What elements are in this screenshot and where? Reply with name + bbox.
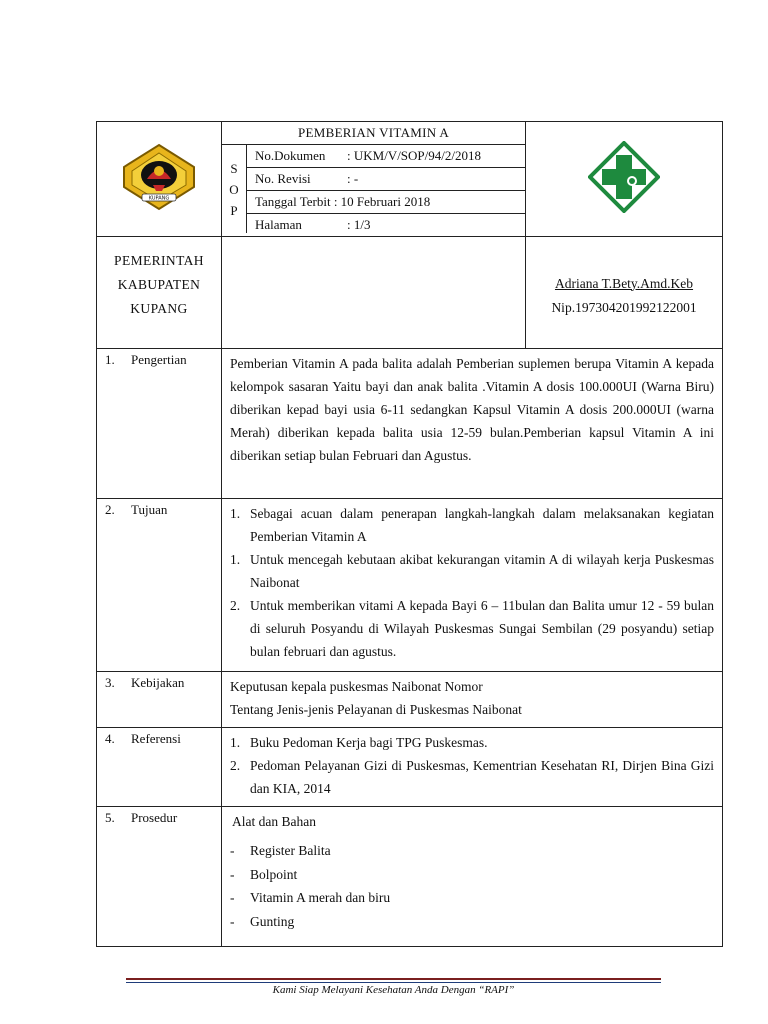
list-item: [230, 886, 714, 910]
footer-divider: [126, 982, 661, 983]
section-content: [222, 499, 723, 672]
section-title: Pengertian: [131, 352, 187, 367]
section-number: 2.: [105, 502, 115, 517]
institution-cell: [97, 237, 222, 349]
right-logo-cell: [526, 122, 723, 237]
list-dash: -: [230, 866, 235, 882]
list-item: [230, 731, 714, 754]
section-number: 3.: [105, 675, 115, 690]
list-text: Gunting: [250, 913, 295, 929]
section-content: [222, 807, 723, 947]
list-item: [230, 594, 714, 663]
footer-divider: [126, 978, 661, 980]
list-text: Untuk mencegah kebutaan akibat kekurangan vitamin A di wilayah kerja Puskesmas Naibonat: [250, 552, 714, 590]
section-title: Referensi: [131, 731, 181, 746]
meta-value: : 10 Februari 2018: [333, 194, 431, 209]
signatory-nip: Nip.197304201992122001: [551, 299, 697, 315]
sop-letter: S: [230, 160, 238, 176]
section-tujuan: [97, 499, 723, 672]
signatory-cell: [526, 237, 723, 349]
institution-line: PEMERINTAH: [114, 253, 204, 268]
meta-value: : -: [347, 171, 359, 186]
header-center-cell: [222, 122, 526, 237]
sop-document: [96, 121, 722, 947]
meta-label: No. Revisi: [255, 171, 311, 186]
list-dash: -: [230, 890, 235, 905]
meta-row-no-dokumen: [247, 145, 525, 168]
list-dash: -: [230, 843, 235, 858]
list-number: 1.: [230, 552, 241, 567]
list-text: Sebagai acuan dalam penerapan langkah-langkah dalam melaksanakan kegiatan Pemberian Vitamin A: [250, 506, 714, 544]
meta-label: No.Dokumen: [255, 148, 326, 163]
list-number: 1.: [230, 735, 241, 750]
section-label: [97, 807, 222, 947]
list-item: [230, 863, 714, 887]
sop-table: [96, 121, 723, 947]
document-title: PEMBERIAN VITAMIN A: [222, 122, 525, 145]
section-number: 5.: [105, 810, 115, 825]
institution-line: KUPANG: [130, 301, 188, 316]
kebijakan-line: Tentang Jenis-jenis Pelayanan di Puskesmas Naibonat: [230, 702, 522, 717]
institution-row: [97, 237, 723, 349]
section-content: [222, 728, 723, 807]
sop-letter: O: [229, 181, 239, 197]
list-text: Buku Pedoman Kerja bagi TPG Puskesmas.: [250, 735, 488, 750]
section-referensi: [97, 728, 723, 807]
list-number: 2.: [230, 598, 241, 613]
puskesmas-cross-logo-icon: [588, 141, 660, 213]
list-item: [230, 502, 714, 548]
section-pengertian: [97, 349, 723, 499]
pengertian-text: Pemberian Vitamin A pada balita adalah Pemberian suplemen berupa Vitamin A kepada kelompok sasaran Yaitu bayi dan anak balita .Vitamin A dosis 100.000UI (Warna Biru) diberikan kepad bayi usia 6-11 sedangkan Kapsul Vitamin A dosis 200.000UI (warna Merah) diberikan kepada balita usia 12-59 bulan.Pemberian kapsul Vitamin A ini diberikan setiap bulan Februari dan Agustus.: [230, 356, 714, 463]
list-text: Pedoman Pelayanan Gizi di Puskesmas, Kementrian Kesehatan RI, Dirjen Bina Gizi dan KIA, 2014: [250, 758, 714, 796]
section-number: 4.: [105, 731, 115, 746]
header-row: [97, 122, 723, 237]
section-content: [222, 672, 723, 728]
list-item: [230, 754, 714, 800]
emblem-banner-text: KUPANG: [148, 195, 170, 202]
list-item: [230, 548, 714, 594]
section-title: Tujuan: [131, 502, 168, 517]
section-title: Prosedur: [131, 810, 178, 825]
section-label: [97, 728, 222, 807]
meta-label: Tanggal Terbit: [255, 194, 331, 209]
document-meta: [222, 145, 525, 236]
institution-line: KABUPATEN: [117, 277, 201, 292]
left-logo-cell: [97, 122, 222, 237]
kebijakan-line: Keputusan kepala puskesmas Naibonat Nomor: [230, 679, 483, 694]
meta-label: Halaman: [255, 217, 302, 232]
sop-letter: P: [230, 202, 238, 218]
list-item: [230, 839, 714, 863]
section-prosedur: [97, 807, 723, 947]
list-text: Untuk memberikan vitami A kepada Bayi 6 – 11bulan dan Balita umur 12 - 59 bulan di seluruh Posyandu di Wilayah Puskesmas Sungai Sembilan (29 posyandu) setiap bulan februari dan agustus.: [250, 598, 714, 659]
list-text: Bolpoint: [250, 866, 298, 882]
list-text: Vitamin A merah dan biru: [250, 890, 391, 905]
tujuan-list: [230, 502, 714, 663]
referensi-list: [230, 731, 714, 800]
signatory-name: Adriana T.Bety.Amd.Keb: [554, 275, 694, 291]
list-text: Register Balita: [250, 843, 331, 858]
list-number: 1.: [230, 506, 241, 521]
section-kebijakan: [97, 672, 723, 728]
prosedur-list: [230, 839, 714, 933]
kupang-regency-emblem-icon: [120, 141, 198, 213]
meta-row-tanggal-terbit: [247, 191, 525, 214]
list-number: 2.: [230, 758, 241, 773]
section-content: [222, 349, 723, 499]
section-number: 1.: [105, 352, 115, 367]
list-item: [230, 910, 714, 934]
prosedur-heading: Alat dan Bahan: [232, 814, 316, 829]
section-title: Kebijakan: [131, 675, 185, 690]
meta-row-no-revisi: [247, 168, 525, 191]
list-dash: -: [230, 913, 235, 929]
meta-value: : 1/3: [347, 217, 371, 232]
section-label: [97, 672, 222, 728]
meta-row-halaman: [247, 214, 525, 236]
meta-value: : UKM/V/SOP/94/2/2018: [347, 148, 481, 163]
sop-vertical-label: [222, 145, 247, 233]
section-label: [97, 499, 222, 672]
section-label: [97, 349, 222, 499]
meta-rows: [247, 145, 525, 236]
footer-motto: Kami Siap Melayani Kesehatan Anda Dengan “RAPI”: [272, 984, 515, 996]
empty-cell: [222, 237, 526, 349]
